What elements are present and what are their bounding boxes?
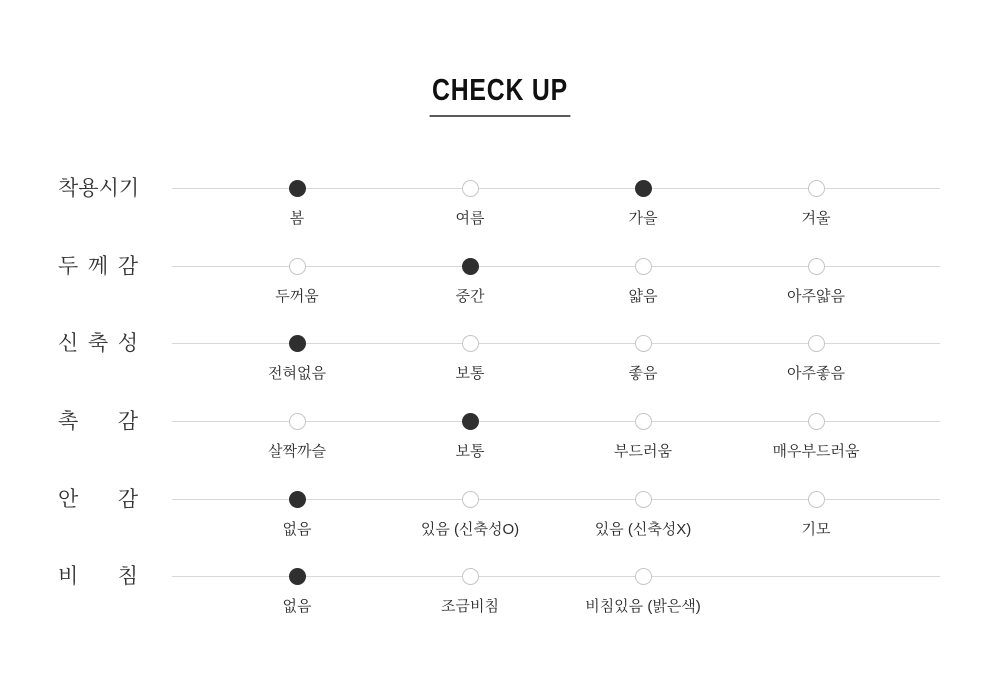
option-dot-unselected xyxy=(289,413,306,430)
option-dot-selected xyxy=(462,258,479,275)
option-label: 살짝까슬 xyxy=(268,443,326,460)
option-dot-unselected xyxy=(635,568,652,585)
option-label: 봄 xyxy=(289,210,305,227)
category-char: 침 xyxy=(117,565,138,588)
checkup-row xyxy=(0,169,1000,247)
option-dot-unselected xyxy=(635,335,652,352)
option-dot-selected xyxy=(289,180,306,197)
row-track-line xyxy=(172,266,940,267)
page-title: CHECK UP xyxy=(430,72,571,117)
row-category-label xyxy=(58,411,138,433)
category-char: 감 xyxy=(117,488,138,511)
category-char: 안 xyxy=(58,488,79,511)
category-char: 기 xyxy=(118,177,140,200)
option-dot-selected xyxy=(635,180,652,197)
option-dot-unselected xyxy=(462,491,479,508)
option-dot-unselected xyxy=(808,413,825,430)
option-label: 아주얇음 xyxy=(787,288,845,305)
option-label: 기모 xyxy=(801,521,831,538)
option-dot-unselected xyxy=(635,258,652,275)
row-track-line xyxy=(172,421,940,422)
category-char: 께 xyxy=(87,255,109,278)
checkup-row xyxy=(0,247,1000,325)
option-label: 있음 (신축성O) xyxy=(420,521,520,538)
checkup-row xyxy=(0,480,1000,558)
option-dot-selected xyxy=(289,335,306,352)
option-label: 좋음 xyxy=(628,365,658,382)
category-char: 용 xyxy=(78,177,99,200)
option-dot-unselected xyxy=(289,258,306,275)
option-dot-unselected xyxy=(635,413,652,430)
option-dot-unselected xyxy=(462,335,479,352)
option-label: 여름 xyxy=(455,210,485,227)
row-category-label xyxy=(58,178,138,200)
category-char: 촉 xyxy=(58,410,79,433)
row-category-label xyxy=(58,566,138,588)
option-dot-unselected xyxy=(808,335,825,352)
option-label: 없음 xyxy=(282,521,312,538)
option-dot-unselected xyxy=(808,491,825,508)
option-label: 있음 (신축성X) xyxy=(594,521,692,538)
option-dot-unselected xyxy=(462,568,479,585)
option-label: 가을 xyxy=(628,210,658,227)
category-char: 성 xyxy=(117,332,138,355)
option-dot-selected xyxy=(289,491,306,508)
row-category-label xyxy=(58,489,138,511)
option-dot-unselected xyxy=(462,180,479,197)
category-char: 감 xyxy=(117,410,138,433)
checkup-row xyxy=(0,557,1000,635)
option-label: 없음 xyxy=(282,598,312,615)
category-char: 시 xyxy=(98,177,119,200)
option-label: 보통 xyxy=(455,443,485,460)
checkup-row xyxy=(0,402,1000,480)
category-char: 착 xyxy=(58,177,79,200)
option-label: 전혀없음 xyxy=(268,365,326,382)
category-char: 두 xyxy=(58,255,79,278)
option-label: 부드러움 xyxy=(614,443,672,460)
option-dot-unselected xyxy=(808,180,825,197)
option-label: 아주좋음 xyxy=(787,365,845,382)
option-label: 조금비침 xyxy=(441,598,499,615)
row-track-line xyxy=(172,343,940,344)
option-label: 매우부드러움 xyxy=(772,443,860,460)
option-label: 중간 xyxy=(455,288,485,305)
option-dot-unselected xyxy=(635,491,652,508)
category-char: 축 xyxy=(87,332,109,355)
category-char: 비 xyxy=(58,565,79,588)
row-track-line xyxy=(172,188,940,189)
title-wrap xyxy=(0,72,1000,117)
option-label: 두꺼움 xyxy=(275,288,319,305)
option-label: 겨울 xyxy=(801,210,831,227)
option-label: 얇음 xyxy=(628,288,658,305)
option-label: 비침있음 (밝은색) xyxy=(585,598,701,615)
option-label: 보통 xyxy=(455,365,485,382)
row-track-line xyxy=(172,499,940,500)
category-char: 신 xyxy=(58,332,79,355)
option-dot-unselected xyxy=(808,258,825,275)
category-char: 감 xyxy=(117,255,138,278)
checkup-row xyxy=(0,324,1000,402)
row-track-line xyxy=(172,576,940,577)
row-category-label xyxy=(58,256,138,278)
option-dot-selected xyxy=(289,568,306,585)
option-dot-selected xyxy=(462,413,479,430)
row-category-label xyxy=(58,333,138,355)
